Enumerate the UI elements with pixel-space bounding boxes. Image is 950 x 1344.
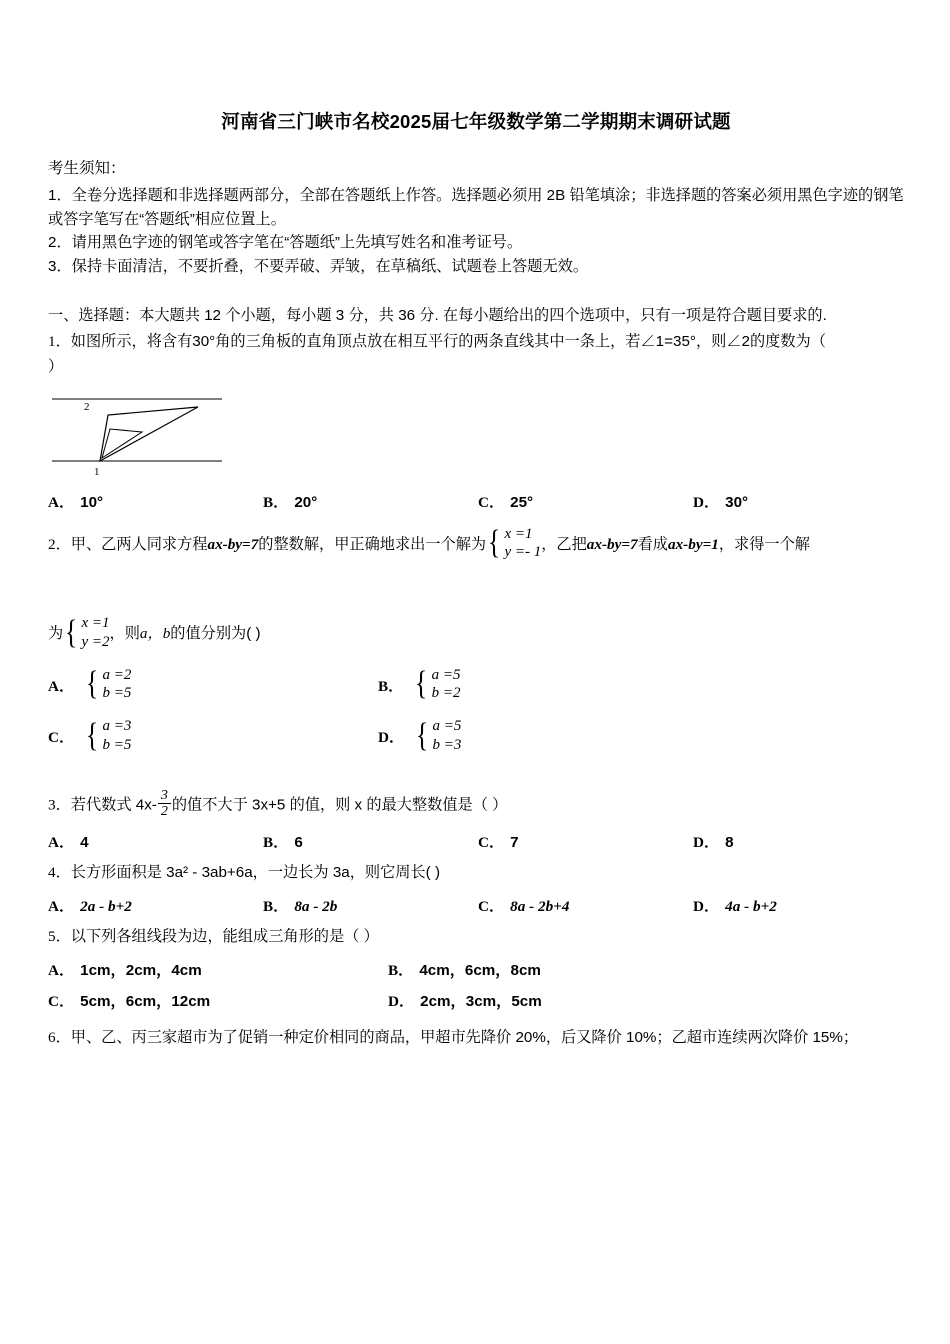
question-1: [48, 329, 904, 354]
option-c: C． 25°: [478, 493, 534, 511]
fraction-3-2: $\frac{3}{2}$: [158, 788, 171, 819]
question-5-options-cd: [48, 990, 904, 1011]
figure-label-2: 2: [84, 400, 90, 413]
question-1-number: 1．: [48, 332, 71, 350]
option-d: D． 30°: [693, 493, 749, 511]
question-1-text-tail: ）: [48, 357, 64, 375]
option-b: B． 8a - 2b: [263, 898, 338, 916]
question-1-text: 如图所示，将含有30°角的三角板的直角顶点放在相互平行的两条直线其中一条上，若∠1=35°，则∠2的度数为（: [70, 332, 826, 350]
option-b: B． { a =5 b =2: [378, 665, 461, 703]
option-d: D． 8: [693, 833, 734, 851]
question-1-options: [48, 491, 904, 512]
option-c: C． 8a - 2b+4: [478, 898, 570, 916]
triangle-parallel-lines-figure: [50, 385, 225, 481]
notice-item-3: 3．保持卡面清洁，不要折叠，不要弄破、弄皱，在草稿纸、试题卷上答题无效。: [48, 257, 589, 275]
question-4: [48, 860, 904, 885]
question-2-options-ab: [48, 667, 904, 705]
question-2-options-cd: [48, 718, 904, 756]
option-c: C． { a =3 b =5: [48, 716, 132, 754]
question-6-text: 甲、乙、丙三家超市为了促销一种定价相同的商品，甲超市先降价 20%，后又降价 10%；乙超市连续两次降价 15%；: [70, 1029, 859, 1047]
option-a: A． { a =2 b =5: [48, 665, 132, 703]
question-5-options-ab: [48, 959, 904, 980]
question-5: [48, 924, 904, 949]
page-content: [48, 108, 904, 1050]
option-a: A． 2a - b+2: [48, 898, 132, 916]
option-b: B． 4cm，6cm，8cm: [388, 962, 541, 980]
question-2: 2．甲、乙两人同求方程ax-by=7的整数解，甲正确地求出一个解为 { x =1 y =- 1 ，乙把ax-by=7看成ax-by=1，求得一个解: [48, 524, 810, 562]
figure-label-1: 1: [94, 465, 100, 478]
question-6-number: 6．: [48, 1029, 71, 1047]
notice-item-1: 1．全卷分选择题和非选择题两部分，全部在答题纸上作答。选择题必须用 2B 铅笔填涂；非选择题的答案必须用黑色字迹的钢笔或答字笔写在“答题纸”相应位置上。: [48, 187, 904, 228]
equation-system-2: { x =1 y =2: [65, 613, 110, 651]
option-c: C． 7: [478, 833, 519, 851]
option-c: C． 5cm，6cm，12cm: [48, 993, 211, 1011]
question-3: 3．若代数式 4x- $\frac{3}{2}$ 的值不大于 3x+5 的值，则 x 的最大整数值是（ ）: [48, 787, 508, 819]
question-3-options: [48, 831, 904, 852]
option-a: A． 1cm，2cm，4cm: [48, 962, 202, 980]
equation-system-1: { x =1 y =- 1: [488, 524, 542, 562]
option-a: A． 10°: [48, 493, 104, 511]
option-d: D． 2cm，3cm，5cm: [388, 993, 542, 1011]
page-title: 河南省三门峡市名校2025届七年级数学第二学期期末调研试题: [221, 111, 731, 132]
question-5-number: 5．: [48, 928, 71, 946]
question-2-cont: 为 { x =1 y =2 ，则a，b的值分别为( ): [48, 613, 261, 651]
option-b: B． 6: [263, 833, 303, 851]
notice-item-2: 2．请用黑色字迹的钢笔或答字笔在“答题纸”上先填写姓名和准考证号。: [48, 234, 523, 252]
question-6: [48, 1025, 904, 1050]
question-4-number: 4．: [48, 863, 71, 881]
option-a: A． 4: [48, 833, 89, 851]
option-d: D． 4a - b+2: [693, 898, 777, 916]
question-4-text: 长方形面积是 3a² - 3ab+6a，一边长为 3a，则它周长( ): [70, 863, 440, 881]
option-b: B． 20°: [263, 493, 318, 511]
question-4-options: [48, 895, 904, 916]
question-3-number: 3．: [48, 796, 71, 814]
question-5-text: 以下列各组线段为边，能组成三角形的是（ ）: [70, 928, 379, 946]
option-d: D． { a =5 b =3: [378, 716, 462, 754]
question-2-number: 2．: [48, 535, 71, 553]
section-heading-choice: 一、选择题：本大题共 12 个小题，每小题 3 分，共 36 分. 在每小题给出的四个选项中，只有一项是符合题目要求的.: [48, 307, 827, 325]
notice-heading: 考生须知：: [48, 160, 126, 177]
